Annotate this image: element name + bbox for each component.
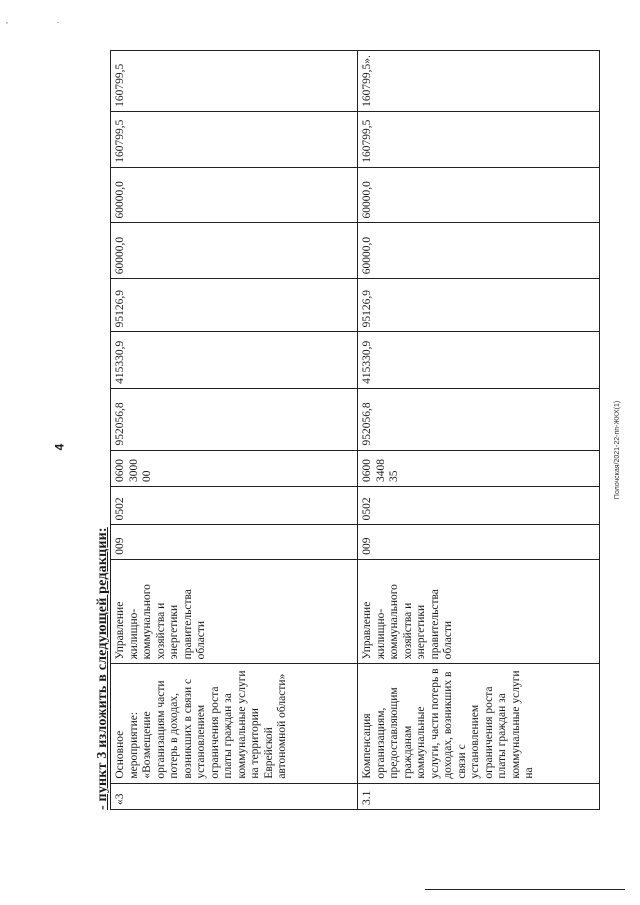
responsible-cell: Управление жилищно-коммунального хозяйства и энергетики правительства области [358,559,600,664]
table-row [358,51,600,810]
amount-cell: 60000,0 [111,223,358,279]
rotated-page-content [95,50,590,810]
budget-table [110,50,600,810]
document-id-note: Полочская/2021-22-пп-ЖКХ(1) [614,400,621,500]
code-cell: 009 [358,525,600,559]
section-code-cell: 0502 [358,486,600,524]
amount-cell: 95126,9 [111,279,358,332]
page-number: 4 [52,443,67,451]
scan-mark: , [6,16,8,25]
activity-name-cell: Компенсация организациям, предоставляющим гражданам коммунальные услуги, части потерь в доходах, возникших в связи с установлением ограничения роста платы граждан за коммунальные услуги на [358,664,600,783]
amount-cell: 952056,8 [111,388,358,450]
section-heading: - пункт 3 изложить в следующей редакции: [95,527,110,810]
amount-cell: 160799,5 [111,51,358,112]
amount-cell: 160799,5». [358,51,600,112]
scan-mark: . [57,16,59,25]
activity-name-cell: Основное мероприятие: «Возмещение организациям части потерь в доходах, возникших в связи с установлением ограничения роста платы граждан за коммунальные услуги на территории Еврейской автономной области» [111,664,358,783]
row-number-cell: 3.1 [358,783,600,809]
amount-cell: 415330,9 [358,332,600,389]
amount-cell: 415330,9 [111,332,358,389]
amount-cell: 160799,5 [111,111,358,167]
amount-cell: 60000,0 [111,167,358,223]
footer-rule [425,889,625,890]
table-row [111,51,358,810]
section-code-cell: 0502 [111,486,358,524]
amount-cell: 952056,8 [358,388,600,450]
amount-cell: 95126,9 [358,279,600,332]
row-number-cell: «3 [111,783,358,809]
amount-cell: 160799,5 [358,111,600,167]
amount-cell: 60000,0 [358,223,600,279]
code-cell: 009 [111,525,358,559]
target-code-cell: 0600 3000 00 [111,450,358,486]
amount-cell: 60000,0 [358,167,600,223]
target-code-cell: 0600 3408 35 [358,450,600,486]
responsible-cell: Управление жилищно-коммунального хозяйства и энергетики правительства области [111,559,358,664]
